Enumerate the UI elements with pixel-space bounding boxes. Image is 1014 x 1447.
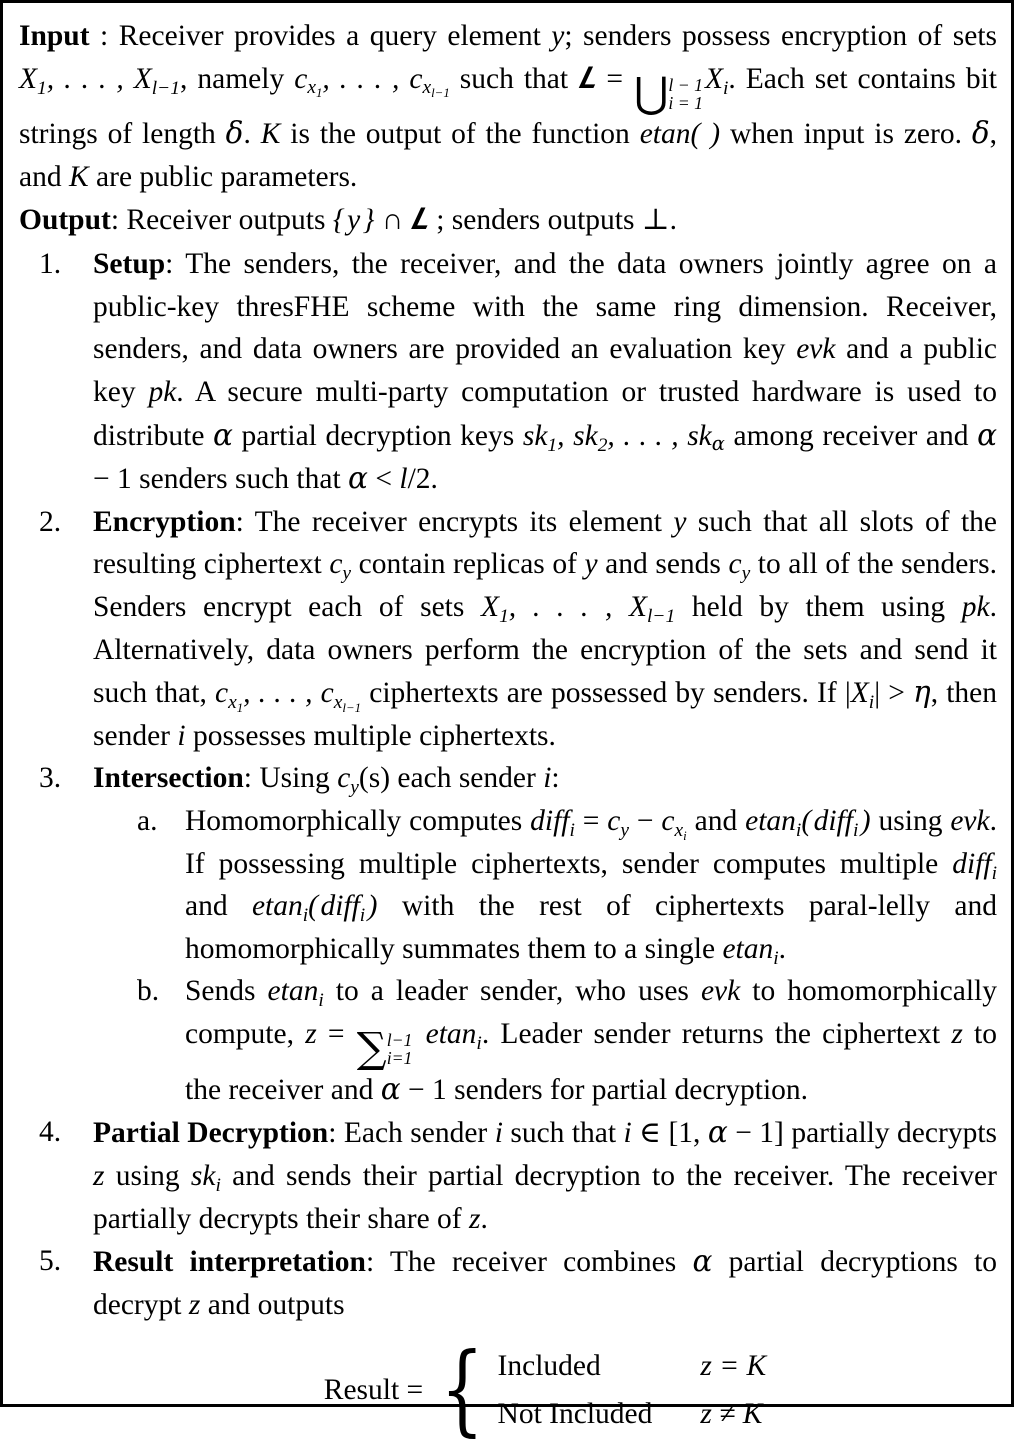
union-operator bbox=[634, 67, 703, 117]
step-result-interpretation bbox=[39, 1240, 998, 1447]
cx-list: $c_{x_1}$, . . . , $c_{x_{l-1}}$ bbox=[214, 677, 362, 715]
i-symbol-4: i bbox=[623, 1117, 632, 1150]
step-body: Intersection: Using $c_y(s)$ each sender i: bbox=[93, 762, 560, 799]
input-ciphertexts: $c_{x_1}$, . . . , $c_{x_{l-1}}$ bbox=[294, 62, 450, 101]
cases-row bbox=[498, 1342, 767, 1390]
eta-symbol: η bbox=[913, 675, 931, 710]
union-limits bbox=[668, 76, 703, 112]
input-label: Input bbox=[19, 20, 90, 52]
step-body: Encryption: The receiver encrypts its element y such that all slots of the resulting ciphertext $c_y$ contain replicas of y and sends $c_y$ to all of the senders. Senders encrypt each of sets $X_1$, . . . , $X_{l-1}$ held by them using pk. Alternatively, data owners perform the encryption of the sets and send it such that, $c_{x_1}$, . . . , $c_{x_{l-1}}$ ciphertexts are possessed by senders. If $|X_i| > \eta$, then sender i possesses multiple ciphertexts. bbox=[93, 505, 998, 752]
input-text-10: are public parameters. bbox=[88, 161, 358, 194]
step-setup bbox=[39, 243, 997, 501]
etan-i-diff-2: etan$_i$( diff$_i$ ) bbox=[251, 890, 378, 926]
evk-symbol-3: evk bbox=[700, 975, 741, 1008]
z-symbol: z bbox=[305, 1017, 317, 1050]
cy-symbol-3: $c_y$ bbox=[337, 762, 359, 799]
input-etan-function: etan( ) bbox=[639, 118, 721, 151]
alpha-symbol: α bbox=[213, 417, 233, 452]
X-sets: $X_1$, . . . , $X_{l-1}$ bbox=[481, 591, 676, 627]
substeps-list bbox=[93, 800, 997, 1111]
step-separator: : bbox=[165, 248, 186, 281]
cases-block bbox=[431, 1333, 767, 1447]
sum-lower-limit: i=1 bbox=[386, 1048, 413, 1069]
input-union-equals: = bbox=[596, 62, 634, 95]
input-separator: : bbox=[89, 20, 119, 52]
io-block bbox=[19, 15, 997, 241]
union-upper-limit: l − 1 bbox=[668, 74, 703, 95]
i-symbol-2: i bbox=[543, 762, 552, 795]
step-separator: : bbox=[243, 762, 260, 795]
case-condition: z ≠ K bbox=[700, 1398, 763, 1431]
diff-i: diff$_i$ bbox=[530, 804, 575, 841]
substep-a bbox=[137, 800, 997, 970]
input-K-2: K bbox=[68, 161, 89, 194]
result-equation-lhs: Result = bbox=[323, 1373, 424, 1406]
cy-symbol: $c_y$ bbox=[329, 548, 352, 585]
cy-symbol-2: $c_y$ bbox=[728, 548, 751, 585]
input-union-lhs: 𝑳 bbox=[578, 62, 597, 95]
etan-i-diff: etan$_i$( diff$_i$ ) bbox=[745, 804, 871, 841]
alpha-symbol-4: α bbox=[380, 1071, 401, 1106]
diff-i-2: diff$_i$ bbox=[952, 847, 997, 884]
pk-symbol-2: pk bbox=[961, 591, 990, 623]
cases-row bbox=[498, 1390, 767, 1438]
pk-symbol: pk bbox=[148, 376, 177, 409]
union-glyph: ⋃ bbox=[634, 67, 669, 117]
z-symbol-5: z bbox=[188, 1288, 201, 1321]
substep-marker: b. bbox=[137, 975, 160, 1008]
sum-operator bbox=[356, 1023, 413, 1073]
case-label: Included bbox=[497, 1350, 601, 1383]
step-separator: : bbox=[235, 505, 255, 538]
step-partial-decryption bbox=[39, 1111, 997, 1240]
step-title: Partial Decryption bbox=[93, 1117, 329, 1150]
step-body: Partial Decryption: Each sender i such that i ∈ [1, α − 1] partially decrypts z using $sk_i$ and sends their partial decryption to the receiver. The receiver partially decrypts their share of z. bbox=[93, 1115, 997, 1235]
step-marker: 3. bbox=[39, 762, 62, 795]
input-text-9: , and bbox=[19, 118, 998, 194]
input-var-y: y bbox=[551, 20, 565, 52]
input-text-1: Receiver provides a query element bbox=[118, 20, 552, 52]
step-intersection bbox=[39, 757, 997, 1111]
cy-symbol-4: $c_y$ bbox=[607, 804, 630, 841]
step-marker: 2. bbox=[39, 505, 62, 538]
z-symbol-3: z bbox=[93, 1160, 105, 1192]
case-condition: z = K bbox=[700, 1350, 767, 1383]
union-lower-limit: i = 1 bbox=[668, 92, 703, 113]
output-cap-symbol: ∩ bbox=[374, 203, 411, 236]
input-text-3: , namely bbox=[180, 62, 295, 95]
input-text-8: when input is zero. bbox=[720, 118, 972, 151]
input-text-7: is the output of the function bbox=[280, 118, 640, 151]
cases-table bbox=[498, 1342, 767, 1438]
sk-list: $sk_1$, $sk_2$, . . . , $sk_\alpha$ bbox=[522, 419, 725, 456]
output-separator: : bbox=[110, 203, 127, 236]
input-delta-2: δ bbox=[971, 116, 990, 151]
sum-glyph: ∑ bbox=[356, 1023, 387, 1073]
result-equation bbox=[93, 1333, 997, 1447]
input-text-2: ; senders possess encryption of sets bbox=[564, 20, 997, 52]
input-line bbox=[19, 15, 997, 199]
output-text-3: . bbox=[669, 203, 677, 236]
y-symbol-2: y bbox=[584, 548, 598, 581]
alpha-symbol-2: α bbox=[977, 417, 998, 452]
input-K: K bbox=[260, 118, 281, 151]
step-marker: 1. bbox=[39, 248, 62, 281]
output-set: { y } bbox=[332, 203, 375, 236]
output-text-2: ; senders outputs bbox=[428, 203, 642, 236]
Xi-symbol: $X_i$ bbox=[850, 677, 875, 714]
input-sets: $X_1$, . . . , $X_{l-1}$ bbox=[19, 62, 180, 99]
sum-limits bbox=[387, 1031, 413, 1067]
output-bottom-symbol: ⊥ bbox=[641, 203, 670, 236]
etan-i-2: etan$_i$ bbox=[267, 975, 324, 1012]
substep-body: Sends etan$_i$ to a leader sender, who uses evk to homomorphically compute, z = ∑ l−1 i=1 etan$_i$. Leader sender returns the ciphertext z to the receiver and α − 1 senders for partial decryption. bbox=[185, 975, 998, 1106]
substep-marker: a. bbox=[137, 804, 158, 837]
sk-i: $sk_i$ bbox=[190, 1160, 221, 1196]
z-symbol-2: z bbox=[951, 1017, 963, 1050]
input-text-5: . Each set contains bit strings of length bbox=[19, 62, 997, 151]
substep-b bbox=[137, 970, 997, 1111]
input-delta: δ bbox=[225, 116, 244, 151]
output-label: Output bbox=[19, 203, 111, 236]
etan-i: etan$_i$ bbox=[722, 932, 779, 969]
z-symbol-4: z bbox=[468, 1202, 481, 1235]
step-separator: : bbox=[328, 1117, 344, 1150]
input-text-6: . bbox=[243, 118, 261, 151]
step-body: Setup: The senders, the receiver, and the data owners jointly agree on a public-key thresFHE scheme with the same ring dimension. Receiver, senders, and data owners are provided an evaluation key evk and a public key pk. A secure multi-party computation or trusted hardware is used to distribute α partial decryption keys $sk_1$, $sk_2$, . . . , $sk_\alpha$ among receiver and α − 1 senders such that α < l/2. bbox=[93, 248, 998, 496]
alpha-symbol-3: α bbox=[348, 461, 368, 496]
evk-symbol: evk bbox=[796, 333, 836, 366]
output-text-1: Receiver outputs bbox=[126, 203, 333, 236]
step-encryption bbox=[39, 501, 997, 758]
y-symbol: y bbox=[673, 505, 687, 538]
input-text-4: such that bbox=[449, 62, 579, 95]
step-body: Result interpretation: The receiver combines α partial decryptions to decrypt z and outputs bbox=[93, 1244, 998, 1321]
case-label: Not Included bbox=[497, 1398, 653, 1431]
alpha-symbol-5: α bbox=[707, 1115, 728, 1150]
substep-body: Homomorphically computes diff$_i$ = $c_y - c_{x_i}$ and etan$_i$( diff$_i$ ) using evk. If possessing multiple ciphertexts, sender computes multiple diff$_i$ and etan$_i$( diff$_i$ ) with the rest of ciphertexts paral-lelly and homomorphically summates them to a single etan$_i$. bbox=[185, 804, 997, 969]
steps-list bbox=[19, 243, 998, 1447]
output-line bbox=[19, 199, 997, 242]
sum-upper-limit: l−1 bbox=[386, 1030, 413, 1051]
step-title: Setup bbox=[93, 248, 166, 281]
etan-i-3: etan$_i$ bbox=[425, 1017, 482, 1054]
step-separator: : bbox=[365, 1246, 390, 1279]
input-union-body: $X_i$ bbox=[704, 62, 729, 99]
step-marker: 5. bbox=[39, 1245, 62, 1278]
i-symbol-3: i bbox=[494, 1117, 503, 1150]
step-marker: 4. bbox=[39, 1116, 62, 1149]
alpha-symbol-6: α bbox=[692, 1244, 713, 1279]
i-symbol: i bbox=[177, 719, 186, 752]
step-title: Encryption bbox=[93, 505, 236, 538]
output-script-X: 𝑳 bbox=[410, 203, 429, 236]
cases-brace: { bbox=[440, 1333, 485, 1447]
evk-symbol-2: evk bbox=[950, 804, 990, 837]
step-title: Result interpretation bbox=[93, 1246, 366, 1279]
l-over-2: l bbox=[399, 463, 408, 496]
cx-i: $c_{x_i}$ bbox=[661, 804, 687, 843]
step-title: Intersection bbox=[93, 762, 244, 795]
